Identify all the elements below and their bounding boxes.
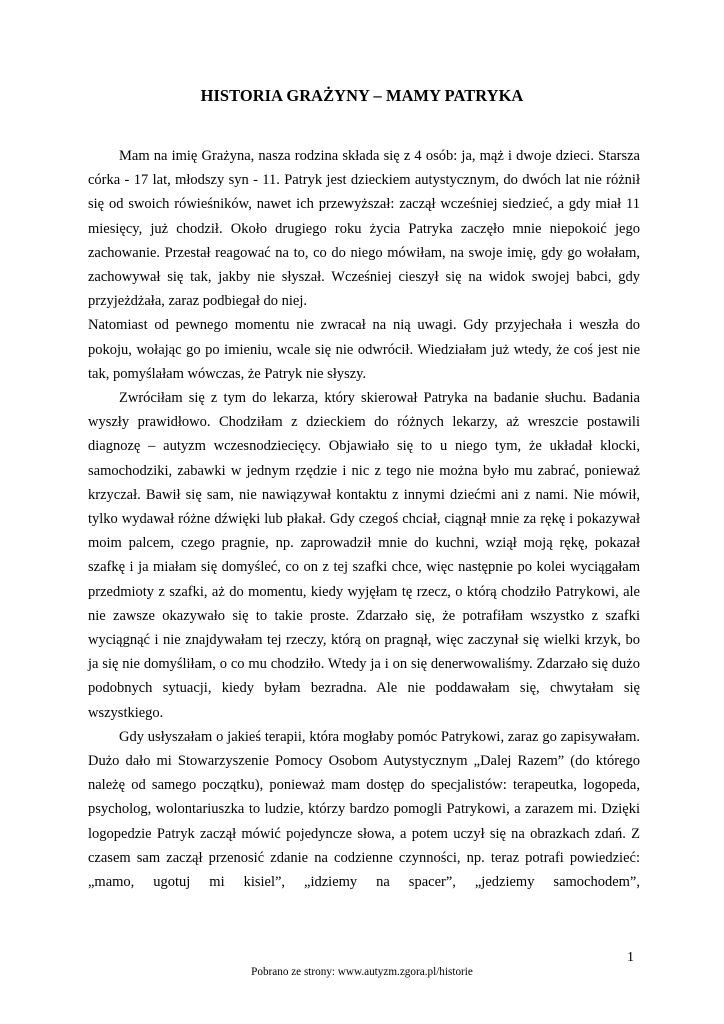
paragraph-grandmother: Natomiast od pewnego momentu nie zwracał na nią uwagi. Gdy przyjechała i weszła do pokoju, wołając go po imieniu, wcale się nie odwrócił. Wiedziałam już wtedy, że coś jest nie tak, pomyślałam wówczas, że Patryk nie słyszy.	[88, 317, 640, 382]
page-title: HISTORIA GRAŻYNY – MAMY PATRYKA	[200, 86, 524, 105]
paragraph-diagnosis: Zwróciłam się z tym do lekarza, który skierował Patryka na badanie słuchu. Badania wyszły prawidłowo. Chodziłam z dzieckiem do różnych lekarzy, aż wreszcie postawili diagnozę – autyzm wczesnodziecięcy. Objawiało się to u niego tym, że układał klocki, samochodziki, zabawki w jednym rzędzie i nic z tego nie można było mu zabrać, ponieważ krzyczał. Bawił się sam, nie nawiązywał kontaktu z innymi dziećmi ani z nami. Nie mówił, tylko wydawał różne dźwięki lub płakał. Gdy czegoś chciał, ciągnął mnie za rękę i pokazywał moim palcem, czego pragnie, np. zaprowadził mnie do kuchni, wziął moją rękę, pokazał szafkę i ja miałam się domyśleć, co on z tej szafki chce, więc następnie po kolei wyciągałam przedmioty z szafki, aż do momentu, kiedy wyjęłam tę rzecz, o którą chodziło Patrykowi, ale nie zawsze okazywało się to takie proste. Zdarzało się, że potrafiłam wszystko z szafki wyciągnąć i nie znajdywałam tej rzeczy, którą on pragnął, więc zaczynał się wielki krzyk, bo ja się nie domyśliłam, o co mu chodziło. Wtedy ja i on się denerwowaliśmy. Zdarzało się dużo podobnych sytuacji, kiedy byłam bezradna. Ale nie poddawałam się, chwytałam się wszystkiego.	[88, 390, 640, 721]
footer-source: Pobrano ze strony: www.autyzm.zgora.pl/historie	[251, 966, 473, 978]
paragraph-therapy: Gdy usłyszałam o jakieś terapii, która mogłaby pomóc Patrykowi, zaraz go zapisywałam. Dużo dało mi Stowarzyszenie Pomocy Osobom Autystycznym „Dalej Razem” (do którego należę od samego początku), ponieważ mam dostęp do specjalistów: terapeutka, logopeda, psycholog, wolontariuszka to ludzie, którzy bardzo pomogli Patrykowi, a zarazem mi. Dzięki logopedzie Patryk zaczął mówić pojedyncze słowa, a potem uczył się na obrazkach zdań. Z czasem sam zaczął przenosić zdanie na codzienne czynności, np. teraz potrafi powiedzieć: „mamo, ugotuj mi kisiel”, „idziemy na spacer”, „jedziemy samochodem”,	[88, 728, 640, 891]
page-number: 1	[627, 950, 634, 965]
paragraph-intro: Mam na imię Grażyna, nasza rodzina składa się z 4 osób: ja, mąż i dwoje dzieci. Starsza córka - 17 lat, młodszy syn - 11. Patryk jest dzieckiem autystycznym, do dwóch lat nie różnił się od swoich rówieśników, nawet ich przewyższał: zaczął wcześniej siedzieć, a gdy miał 11 miesięcy, już chodził. Około drugiego roku życia Patryka zaczęło mnie niepokoić jego zachowanie. Przestał reagować na to, co do niego mówiłam, na swoje imię, gdy go wołałam, zachowywał się tak, jakby nie słyszał. Wcześniej cieszył się na widok swojej babci, gdy przyjeżdżała, zaraz podbiegał do niej.	[88, 148, 640, 310]
document-body	[88, 144, 640, 894]
